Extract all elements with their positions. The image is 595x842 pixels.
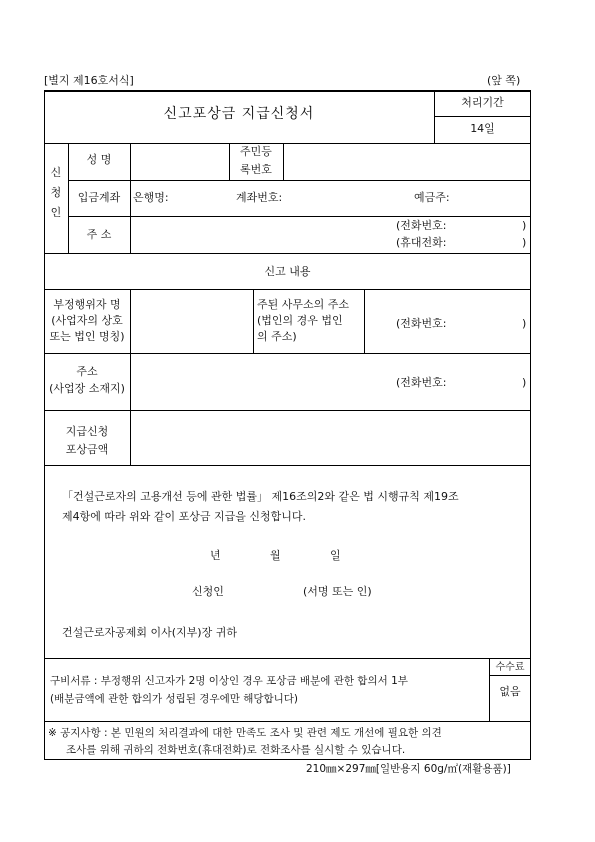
notice-line-1: ※ 공지사항 : 본 민원의 처리결과에 대한 만족도 조사 및 관련 제도 개선에 필요한 의견 <box>48 727 442 739</box>
processing-label: 처리기간 <box>461 96 504 109</box>
cell-divider <box>130 143 131 181</box>
report-section-title: 신고 내용 <box>264 265 311 278</box>
row-line <box>68 180 531 181</box>
date-month: 월 <box>270 549 281 562</box>
violator-label-3: 또는 법인 명칭) <box>49 330 125 343</box>
bank-label: 은행명: <box>133 191 169 204</box>
frame-bottom <box>44 759 531 760</box>
date-year: 년 <box>210 549 221 562</box>
page-side: (앞 쪽) <box>487 74 521 87</box>
applicant-group-label: 신 청 인 <box>50 166 62 219</box>
holder-label: 예금주: <box>414 191 450 204</box>
processing-value: 14일 <box>470 122 495 135</box>
row-line <box>44 658 531 659</box>
frame-right <box>530 90 531 760</box>
date-day: 일 <box>330 549 341 562</box>
amount-label-2: 포상금액 <box>65 443 109 456</box>
recipient: 건설근로자공제회 이사(지부)장 귀하 <box>62 626 237 639</box>
mobile-close: ) <box>522 236 527 249</box>
report-address-phone-label: (전화번호: <box>396 376 447 389</box>
report-address-label-2: (사업장 소재지) <box>49 382 125 395</box>
paper-spec: 210㎜×297㎜[일반용지 60g/㎡(재활용품)] <box>306 763 511 775</box>
row-line <box>44 465 531 466</box>
row-line <box>44 289 531 290</box>
mobile-label: (휴대전화: <box>396 236 447 249</box>
cell-divider <box>130 216 131 253</box>
address-label: 주 소 <box>86 228 112 241</box>
office-phone-label: (전화번호: <box>396 317 447 330</box>
resident-label-1: 주민등 <box>240 145 272 158</box>
account-label: 입금계좌 <box>77 191 121 204</box>
documents-text-1: 구비서류 : 부정행위 신고자가 2명 이상인 경우 포상금 배분에 관한 합의서 1부 <box>50 675 408 687</box>
office-label-3: 의 주소) <box>257 330 297 343</box>
row-line <box>44 253 531 254</box>
documents-text-2: (배분금액에 관한 합의가 성립된 경우에만 해당합니다) <box>50 693 299 705</box>
office-label-1: 주된 사무소의 주소 <box>257 298 350 311</box>
row-line <box>44 353 531 354</box>
report-address-phone-close: ) <box>522 376 527 389</box>
row-line <box>44 721 531 722</box>
phone-close: ) <box>522 219 527 232</box>
statement-line-2: 제4항에 따라 위와 같이 포상금 지급을 신청합니다. <box>62 510 306 523</box>
cell-divider <box>130 180 131 217</box>
processing-divider <box>434 116 530 117</box>
applicant-sign-label: 신청인 <box>192 585 224 598</box>
fee-value: 없음 <box>499 685 521 698</box>
phone-label: (전화번호: <box>396 219 447 232</box>
violator-label-2: (사업자의 상호 <box>51 314 123 327</box>
name-label: 성 명 <box>86 153 112 166</box>
account-number-label: 계좌번호: <box>236 191 283 204</box>
office-label-2: (법인의 경우 법인 <box>257 314 343 327</box>
amount-label-1: 지급신청 <box>65 425 109 438</box>
fee-label: 수수료 <box>495 662 525 673</box>
office-phone-close: ) <box>522 317 527 330</box>
cell-divider <box>283 143 284 181</box>
report-address-label-1: 주소 <box>76 365 98 378</box>
form-number: [별지 제16호서식] <box>44 74 134 87</box>
resident-label-2: 록번호 <box>240 163 272 176</box>
violator-label-1: 부정행위자 명 <box>53 298 121 311</box>
notice-line-2: 조사를 위해 귀하의 전화번호(휴대전화)로 전화조사를 실시할 수 있습니다. <box>66 744 406 756</box>
cell-divider <box>130 289 131 466</box>
frame-top <box>44 90 531 92</box>
signature-placeholder: (서명 또는 인) <box>303 585 372 598</box>
cell-divider <box>253 289 254 353</box>
fee-line <box>489 675 531 676</box>
row-line <box>44 143 531 144</box>
row-line <box>44 410 531 411</box>
row-line <box>68 216 531 217</box>
form-title: 신고포상금 지급신청서 <box>163 106 315 122</box>
statement-line-1: 「건설근로자의 고용개선 등에 관한 법률」 제16조의2와 같은 법 시행규칙 제19조 <box>62 490 459 503</box>
cell-divider <box>364 289 365 353</box>
